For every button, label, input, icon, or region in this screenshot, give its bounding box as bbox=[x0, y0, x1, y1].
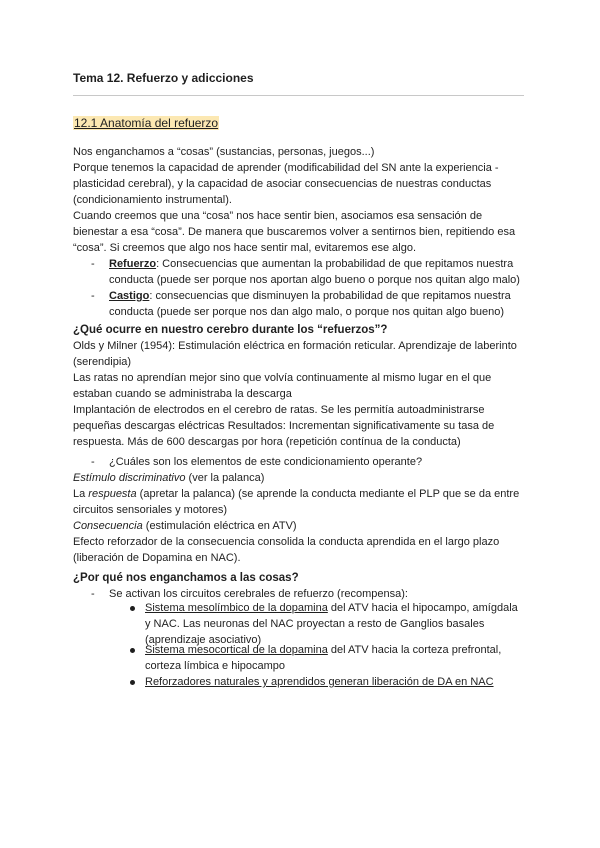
list-dash: - bbox=[91, 456, 95, 468]
list-dash: - bbox=[91, 290, 95, 302]
bullet-icon bbox=[130, 606, 135, 611]
title-divider bbox=[73, 95, 524, 96]
estimulo-term: Estímulo discriminativo bbox=[73, 472, 186, 484]
intro-line: Cuando creemos que una “cosa” nos hace sentir bien, asociamos esa sensación de bbox=[73, 210, 483, 222]
estimulo-text: (ver la palanca) bbox=[185, 472, 265, 484]
q1-line: Implantación de electrodos en el cerebro de ratas. Se les permitía autoadministrarse bbox=[73, 404, 485, 416]
question-heading: ¿Qué ocurre en nuestro cerebro durante los “refuerzos”? bbox=[73, 324, 388, 336]
list-dash: - bbox=[91, 258, 95, 270]
intro-line: plasticidad cerebral), y la capacidad de asociar consecuencias de nuestras conductas bbox=[73, 178, 492, 190]
document-title: Tema 12. Refuerzo y adicciones bbox=[73, 71, 254, 85]
castigo-text: : consecuencias que disminuyen la probabilidad de que repitamos nuestra bbox=[149, 290, 511, 302]
efecto-line: Efecto reforzador de la consecuencia consolida la conducta aprendida en el largo plazo bbox=[73, 536, 500, 548]
operant-question: ¿Cuáles son los elementos de este condicionamiento operante? bbox=[109, 456, 423, 468]
mesolimbic-term: Sistema mesolímbico de la dopamina bbox=[145, 602, 328, 614]
mesolimbic-line-cont: (aprendizaje asociativo) bbox=[145, 634, 262, 646]
refuerzo-text: : Consecuencias que aumentan la probabilidad de que repitamos nuestra bbox=[156, 258, 514, 270]
respuesta-text: (apretar la palanca) (se aprende la conducta mediante el PLP que se da entre bbox=[136, 488, 520, 500]
mesocortical-text: del ATV hacia la corteza prefrontal, bbox=[327, 644, 502, 656]
bullet-icon bbox=[130, 648, 135, 653]
refuerzo-definition-cont: conducta (puede ser porque nos aportan algo bueno o porque nos quitan algo malo) bbox=[109, 274, 520, 286]
circuits-item: Se activan los circuitos cerebrales de refuerzo (recompensa): bbox=[109, 588, 408, 600]
bullet-icon bbox=[130, 680, 135, 685]
castigo-definition-cont: conducta (puede ser porque nos dan algo malo, o porque nos quitan algo bueno) bbox=[109, 306, 505, 318]
mesocortical-line-cont: corteza límbica e hipocampo bbox=[145, 660, 286, 672]
consecuencia-term: Consecuencia bbox=[73, 520, 143, 532]
list-dash: - bbox=[91, 588, 95, 600]
q1-line: (serendipia) bbox=[73, 356, 132, 368]
consecuencia-line bbox=[73, 518, 297, 534]
respuesta-pre: La bbox=[73, 488, 89, 500]
respuesta-line-cont: circuitos sensoriales y motores) bbox=[73, 504, 228, 516]
castigo-definition bbox=[109, 288, 511, 304]
q1-line: estaban cuando se administraba la descarga bbox=[73, 388, 292, 400]
efecto-line-cont: (liberación de Dopamina en NAC). bbox=[73, 552, 241, 564]
refuerzo-definition bbox=[109, 256, 513, 272]
intro-line: Porque tenemos la capacidad de aprender (modificabilidad del SN ante la experiencia - bbox=[73, 162, 499, 174]
reinforcers-line: Reforzadores naturales y aprendidos generan liberación de DA en NAC bbox=[145, 676, 494, 688]
mesolimbic-text: del ATV hacia el hipocampo, amígdala bbox=[327, 602, 518, 614]
estimulo-line bbox=[73, 470, 264, 486]
intro-line: “cosa”. Si creemos que algo nos hace sentir mal, evitaremos ese algo. bbox=[73, 242, 416, 254]
mesolimbic-line-cont: y NAC. Las neuronas del NAC proyectan a resto de Ganglios basales bbox=[145, 618, 485, 630]
mesocortical-line bbox=[145, 642, 501, 658]
mesolimbic-line bbox=[145, 600, 518, 616]
mesocortical-term: Sistema mesocortical de la dopamina bbox=[145, 644, 328, 656]
intro-line: Nos enganchamos a “cosas” (sustancias, personas, juegos...) bbox=[73, 146, 375, 158]
intro-line: bienestar a esa “cosa”. De manera que buscaremos volver a sentirnos bien, repitiendo esa bbox=[73, 226, 516, 238]
intro-line: (condicionamiento instrumental). bbox=[73, 194, 232, 206]
consecuencia-text: (estimulación eléctrica en ATV) bbox=[142, 520, 297, 532]
castigo-term: Castigo bbox=[109, 290, 150, 302]
refuerzo-term: Refuerzo bbox=[109, 258, 157, 270]
section-heading: 12.1 Anatomía del refuerzo bbox=[74, 116, 219, 130]
q1-line: Olds y Milner (1954): Estimulación eléctrica en formación reticular. Aprendizaje de laberinto bbox=[73, 340, 517, 352]
q1-line: Las ratas no aprendían mejor sino que volvía continuamente al mismo lugar en el que bbox=[73, 372, 492, 384]
respuesta-line bbox=[73, 486, 519, 502]
q1-line: respuesta. Más de 600 descargas por hora (repetición contínua de la conducta) bbox=[73, 436, 461, 448]
respuesta-term: respuesta bbox=[88, 488, 137, 500]
q1-line: pequeñas descargas eléctricas Resultados: Incrementan significativamente su tasa de bbox=[73, 420, 495, 432]
question-heading: ¿Por qué nos enganchamos a las cosas? bbox=[73, 572, 299, 584]
